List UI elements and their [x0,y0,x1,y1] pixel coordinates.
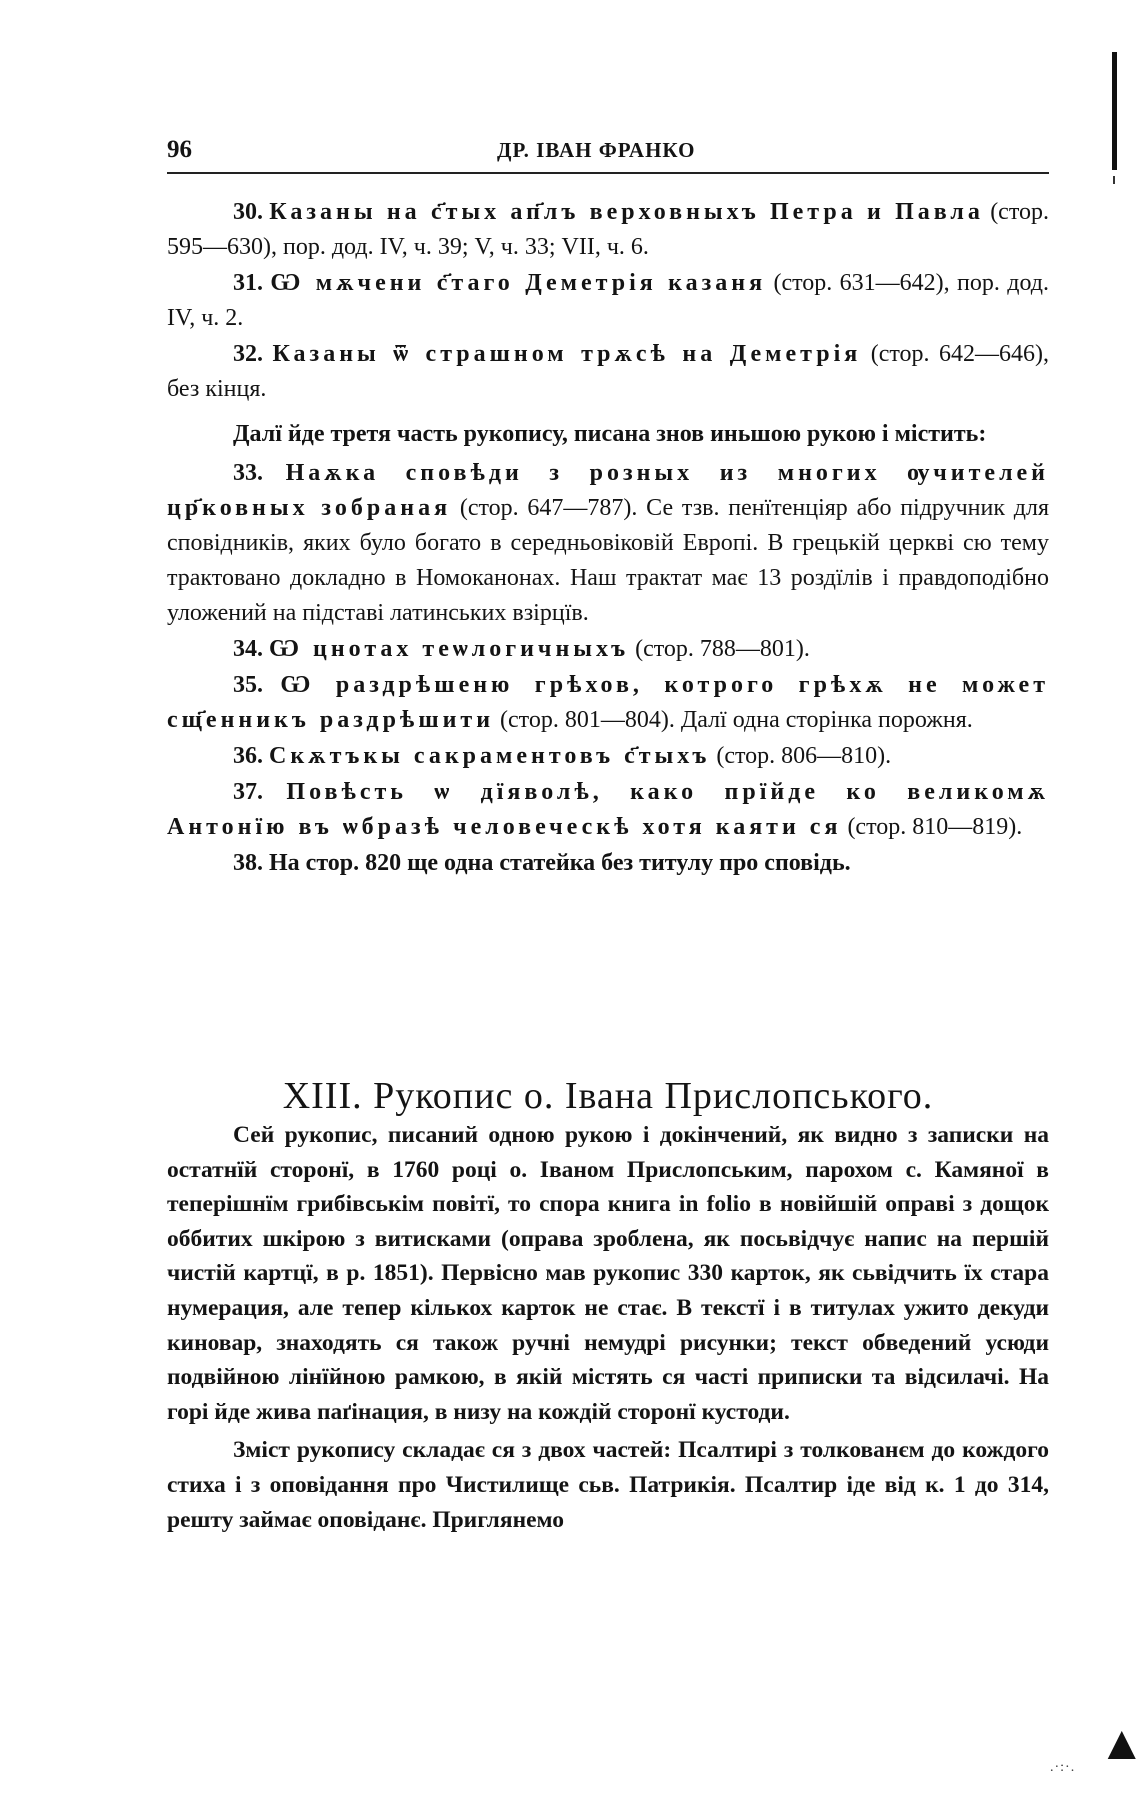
item-note: (стор. 806—810). [716,743,892,769]
item-number: 30. [233,199,263,225]
item-note: (стор. 788—801). [635,636,810,662]
section-interlude: Далї йде третя часть рукопису, писана знов иньшою рукою і містить: [233,421,987,447]
item-number: 31. [233,270,263,296]
item-number: 32. [233,341,263,367]
item-number: 34. [233,636,263,662]
list-item [167,775,1049,845]
page-corner-mark-icon: ▲ [1098,1717,1146,1770]
item-note: (стор. 642—646), без кінця. [167,341,1050,402]
list-item [167,456,1049,631]
section-body [167,1118,1049,1541]
manuscript-contents-list [167,195,1049,882]
item-note: (стор. 631—642), пор. дод. IV, ч. 2. [167,270,1050,331]
list-item [167,846,1049,881]
section-heading: XIII. Рукопис о. Івана Прислопського. [282,1074,934,1117]
item-note: (стор. 647—787). Се тзв. пенїтенціяр або підручник для сповідників, яких було богато в середньовіковій Европі. В грецькій церкві сю тему трактовано докладно в Номоканонах. Наш трактат має 13 роздїлів і правдоподібно уложений на підставі латинських взірцїв. [167,495,1050,626]
item-title: Наѫка сповѣди з розных из многих ѹчителей цр҃ковных зобраная [167,460,1050,521]
list-item [167,337,1049,407]
item-number: 38. [233,850,263,876]
item-title: Ѡ цнотах теѡлогичныхъ [269,636,630,662]
item-number: 37. [233,779,263,805]
page-mark-dots: .·:·. [1050,1760,1076,1775]
item-number: 33. [233,460,263,486]
item-title: Ѡ мѫчени с҃таго Деметрія казаня [270,270,767,296]
item-title: Казаны ѿ страшном трѫсѣ на Деметрія [272,341,862,367]
list-item [167,739,1049,774]
item-note: (стор. 595—630), пор. дод. IV, ч. 39; V, ч. 33; VII, ч. 6. [167,199,1050,260]
item-number: 36. [233,743,263,769]
page-number: 96 [167,136,192,163]
list-item [167,632,1049,667]
list-item [167,195,1049,265]
item-note: (стор. 810—819). [847,814,1023,840]
list-item [167,668,1049,738]
item-title: Ѡ раздрѣшеню грѣхов, котрого грѣхѫ не может сщ҃енникъ раздрѣшити [167,672,1049,733]
margin-rule [1112,52,1117,170]
list-item [167,266,1049,336]
paragraph: Зміст рукопису складає ся з двох частей: Псалтирі з толкованєм до кождого стиха і з оповідання про Чистилище сьв. Патрикія. Псалтир іде від к. 1 до 314, решту займає оповіданє. Приглянемо [167,1437,1049,1533]
page-header [167,132,1049,174]
item-title: Повѣсть ѡ дїяволѣ, како прїйде ко великомѫ Антонїю въ ѡбразѣ человеческѣ хотя каяти ся [167,779,1050,840]
item-title: Скѫтъкы сакраментовъ с҃тыхъ [269,743,711,769]
item-note: (стор. 801—804). Далї одна сторінка порожня. [500,707,973,733]
item-note: На стор. 820 ще одна статейка без титулу про сповідь. [269,850,851,876]
item-title: Казаны на с҃тых ап҃лъ верховныхъ Петра и Павла [269,199,984,225]
margin-tick [1113,176,1115,184]
running-head: ДР. ІВАН ФРАНКО [497,138,696,162]
item-number: 35. [233,672,263,698]
paragraph: Сей рукопис, писаний одною рукою і докінчений, як видно з записки на остатнїй сторонї, в 1760 році о. Іваном Прислопським, парохом с. Камяної в теперішнїм грибівськім повітї, то спора книга in folio в новійшій оправі з дощок оббитих шкірою з витисками (оправа зроблена, як посьвідчує напис на першій чистій картцї, в р. 1851). Первісно мав рукопис 330 карток, як сьвідчить їх стара нумерация, але тепер кількох карток не стає. В текстї і в титулах ужито декуди киновар, знаходять ся також ручні немудрі рисунки; текст обведений усюди подвійною лінїйною рамкою, в якій містять ся часті приписки та відсилачі. На горі йде жива паґінация, в низу на кождій сторонї кустоди. [167,1122,1049,1425]
